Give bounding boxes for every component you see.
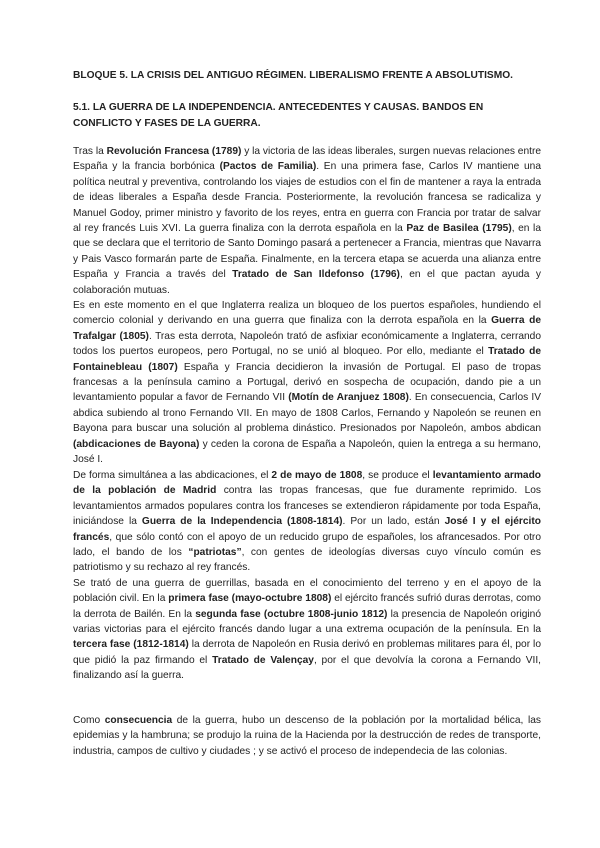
bold-term: Tratado de Fontainebleau (1807) bbox=[73, 346, 542, 373]
text-run: , en el que pactan ayuda y colaboración mutuas. bbox=[73, 269, 541, 296]
bold-term: Guerra de Trafalgar (1805) bbox=[73, 315, 541, 342]
text-run: , con gentes de ideologías diversas cuyo vínculo común es patriotismo y su rechazo al rey francés. bbox=[73, 547, 541, 574]
bold-term: primera fase (mayo-octubre 1808) bbox=[168, 593, 332, 605]
text-run: España y Francia decidieron la invasión de Portugal. El paso de tropas francesas a la península camino a Portugal, derivó en sospecha de ocupación, dando pie a un levantamiento popular a favor de Fernando VII bbox=[73, 361, 542, 404]
text-run: el ejército francés sufrió duras derrotas, como la derrota de Bailén. En la bbox=[73, 593, 541, 620]
text-run: la presencia de Napoleón originó varias victorias para el ejército francés dando lugar a una extrema ocupación de la península. En la bbox=[73, 608, 541, 636]
text-run: , en la que se declara que el territorio de Santo Domingo pasará a pertenecer a Francia, mientras que Navarra y Pais Vasco formarán parte de España. Finalmente, en la tercera etapa se acuerda una alianza entre España y Francia a través del bbox=[73, 223, 541, 281]
text-run: Tras la bbox=[73, 146, 107, 157]
text-run: y la victoria de las ideas liberales, surgen nuevas relaciones entre España y la francia borbónica bbox=[73, 146, 542, 173]
paragraph-causas bbox=[73, 298, 541, 467]
bold-term: Revolución Francesa (1789) bbox=[106, 146, 242, 157]
bold-term: “patriotas” bbox=[188, 547, 242, 559]
bold-term: (Motín de Aranjuez 1808) bbox=[288, 392, 409, 404]
paragraph-bandos-fases bbox=[73, 468, 541, 684]
text-run: la derrota de Napoleón en Rusia derivó en problemas militares para él, por lo que pidió la paz firmando el bbox=[73, 639, 541, 666]
bold-term: Guerra de la Independencia (1808-1814) bbox=[141, 516, 343, 528]
text-run: . En una primera fase, Carlos IV mantiene una política neutral y preventiva, controlando los viajes de estudios con el fin de mantener a raya la entrada de ideas liberales a España desde Francia. Posteriormente, la revolución francesa se radicaliza y Manuel Godoy, primer ministro y favorito de los reyes, entra en guerra con Francia por tratar de salvar al rey francés Luis XVI. La guerra finaliza con la derrota española en la bbox=[73, 161, 541, 235]
text-run: . En consecuencia, Carlos IV abdica subiendo al trono Fernando VII. En mayo de 1808 Carlos, Fernando y Napoleón se reunen en Bayona para buscar una solución al problema dinástico. Presionados por Napoleón, ambos abdican bbox=[73, 392, 541, 435]
text-run: contra las tropas francesas, que fue duramente reprimido. Los levantamientos armados populares contra los franceses se extendieron rápidamente por toda España, iniciándose la bbox=[73, 485, 541, 528]
text-run: Se trató de una guerra de guerrillas, basada en el conocimiento del terreno y en el apoyo de la población civil. En la bbox=[73, 577, 541, 605]
bold-term: levantamiento armado de la población de Madrid bbox=[73, 470, 542, 497]
paragraph-antecedentes bbox=[73, 144, 541, 298]
bold-term: Paz de Basilea (1795) bbox=[406, 223, 512, 235]
text-run: y ceden la corona de España a Napoleón, quien la entrega a su hermano, José I. bbox=[73, 438, 541, 466]
text-run: de la guerra, hubo un descenso de la población por la mortalidad bélica, las epidemias y la hambruna; se produjo la ruina de la Hacienda por la destrucción de redes de transporte, industria, campos de cultivo y ciudades ; y se activó el proceso de independecia de las colonias. bbox=[73, 715, 541, 757]
bold-term: Tratado de San Ildefonso (1796) bbox=[232, 269, 400, 281]
bold-term: tercera fase (1812-1814) bbox=[73, 639, 189, 651]
bold-term: segunda fase (octubre 1808-junio 1812) bbox=[195, 608, 388, 620]
text-run: De forma simultánea a las abdicaciones, el bbox=[73, 470, 272, 481]
block-title: BLOQUE 5. LA CRISIS DEL ANTIGUO RÉGIMEN. LIBERALISMO FRENTE A ABSOLUTISMO. bbox=[73, 70, 513, 81]
text-run: . Por un lado, están bbox=[342, 516, 445, 528]
text-run: , por el que devolvía la corona a Fernando VII, finalizando así la guerra. bbox=[73, 654, 541, 682]
bold-term: José I y el ejército francés bbox=[73, 516, 542, 543]
paragraph-consecuencias bbox=[73, 713, 541, 759]
bold-term: 2 de mayo de 1808 bbox=[271, 470, 363, 481]
text-run: , se produce el bbox=[362, 470, 433, 481]
bold-term: (abdicaciones de Bayona) bbox=[73, 438, 200, 450]
text-run: Como bbox=[73, 715, 105, 726]
text-run: , que sólo contó con el apoyo de un reducido grupo de españoles, los afrancesados. Por otro lado, el bando de los bbox=[73, 531, 541, 559]
text-run: Es en este momento en el que Inglaterra realiza un bloqueo de los puertos españoles, hundiendo el comercio colonial y derivando en una guerra que finaliza con la derrota española en la bbox=[73, 300, 541, 327]
bold-term: Tratado de Valençay bbox=[212, 654, 314, 666]
bold-term: (Pactos de Familia) bbox=[219, 161, 317, 173]
section-title: 5.1. LA GUERRA DE LA INDEPENDENCIA. ANTECEDENTES Y CAUSAS. BANDOS EN CONFLICTO Y FASES DE LA GUERRA. bbox=[73, 102, 484, 129]
text-run: . Tras esta derrota, Napoleón trató de asfixiar económicamente a Inglaterra, cerrando todos los puertos europeos, pero Portugal, no se unió al bloqueo. Por ello, mediante el bbox=[73, 330, 541, 358]
bold-term: consecuencia bbox=[104, 715, 173, 726]
